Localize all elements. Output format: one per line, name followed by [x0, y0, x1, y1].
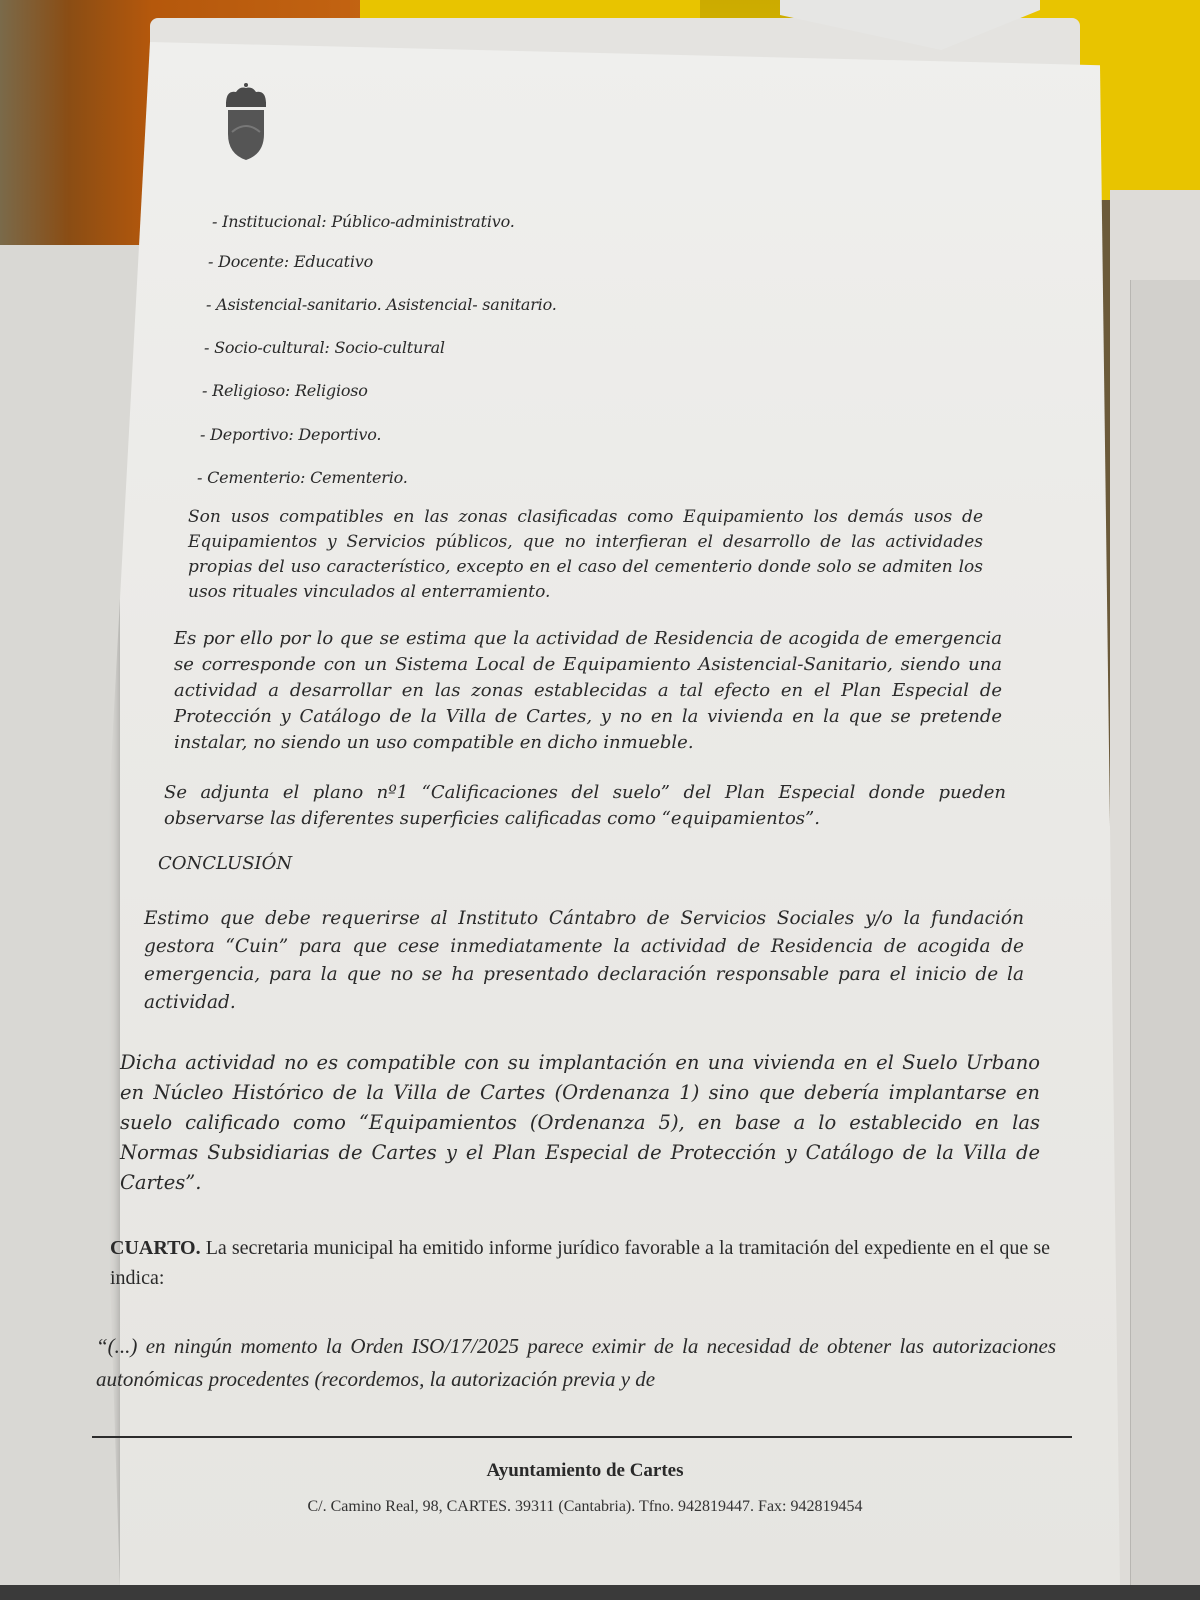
paragraph-compatible-uses: Son usos compatibles en las zonas clasificadas como Equipamiento los demás usos de Equipamientos y Servicios públicos, que no interfieran el desarrollo de las actividades propias del uso característico, excepto en el caso del cementerio donde solo se admiten los usos rituales vinculados al enterramiento.	[188, 507, 983, 602]
footer-address: C/. Camino Real, 98, CARTES. 39311 (Cantabria). Tfno. 942819447. Fax: 942819454	[307, 1498, 863, 1515]
cuarto-text: La secretaria municipal ha emitido informe jurídico favorable a la tramitación del expediente en el que se indica:	[110, 1237, 1050, 1289]
paragraph-attachment: Se adjunta el plano nº1 “Calificaciones del suelo” del Plan Especial donde pueden observarse las diferentes superficies calificadas como “equipamientos”.	[164, 782, 1006, 829]
use-item: - Deportivo: Deportivo.	[200, 425, 382, 444]
cuarto-label: CUARTO.	[110, 1237, 201, 1259]
paragraph-conclusion: Estimo que debe requerirse al Instituto Cántabro de Servicios Sociales y/o la fundación gestora “Cuin” para que cese inmediatamente la actividad de Residencia de acogida de emergencia, para la que no se ha presentado declaración responsable para el inicio de la actividad.	[144, 908, 1024, 1013]
paragraph-estimate: Es por ello por lo que se estima que la actividad de Residencia de acogida de emergencia se corresponde con un Sistema Local de Equipamiento Asistencial-Sanitario, siendo una actividad a desarrollar en las zonas establecidas a tal efecto en el Plan Especial de Protección y Catálogo de la Villa de Cartes, y no en la vivienda en la que se pretende instalar, no siendo un uso compatible en dicho inmueble.	[174, 628, 1002, 753]
left-background-sheet	[0, 245, 140, 1600]
use-item: - Religioso: Religioso	[202, 381, 368, 400]
use-item: - Docente: Educativo	[208, 252, 374, 271]
footer-title: Ayuntamiento de Cartes	[486, 1460, 684, 1481]
use-item: - Institucional: Público-administrativo.	[212, 212, 515, 231]
right-background-sheet-2	[1130, 280, 1200, 1600]
use-item: - Cementerio: Cementerio.	[197, 468, 408, 487]
coat-of-arms-icon	[222, 82, 270, 162]
paragraph-cuarto	[110, 1233, 1050, 1293]
use-item: - Socio-cultural: Socio-cultural	[204, 338, 445, 357]
paragraph-incompatibility: Dicha actividad no es compatible con su implantación en una vivienda en el Suelo Urbano en Núcleo Histórico de la Villa de Cartes (Ordenanza 1) sino que debería implantarse en suelo calificado como “Equipamientos (Ordenanza 5), en base a lo establecido en las Normas Subsidiarias de Cartes y el Plan Especial de Protección y Catálogo de la Villa de Cartes”.	[120, 1051, 1040, 1194]
use-item: - Asistencial-sanitario. Asistencial- sanitario.	[206, 295, 557, 314]
footer-divider	[92, 1436, 1072, 1438]
paragraph-quote: “(...) en ningún momento la Orden ISO/17/2025 parece eximir de la necesidad de obtener las autorizaciones autonómicas procedentes (recordemos, la autorización previa y de	[96, 1334, 1056, 1391]
bottom-edge	[0, 1585, 1200, 1600]
conclusion-heading: CONCLUSIÓN	[158, 853, 293, 874]
